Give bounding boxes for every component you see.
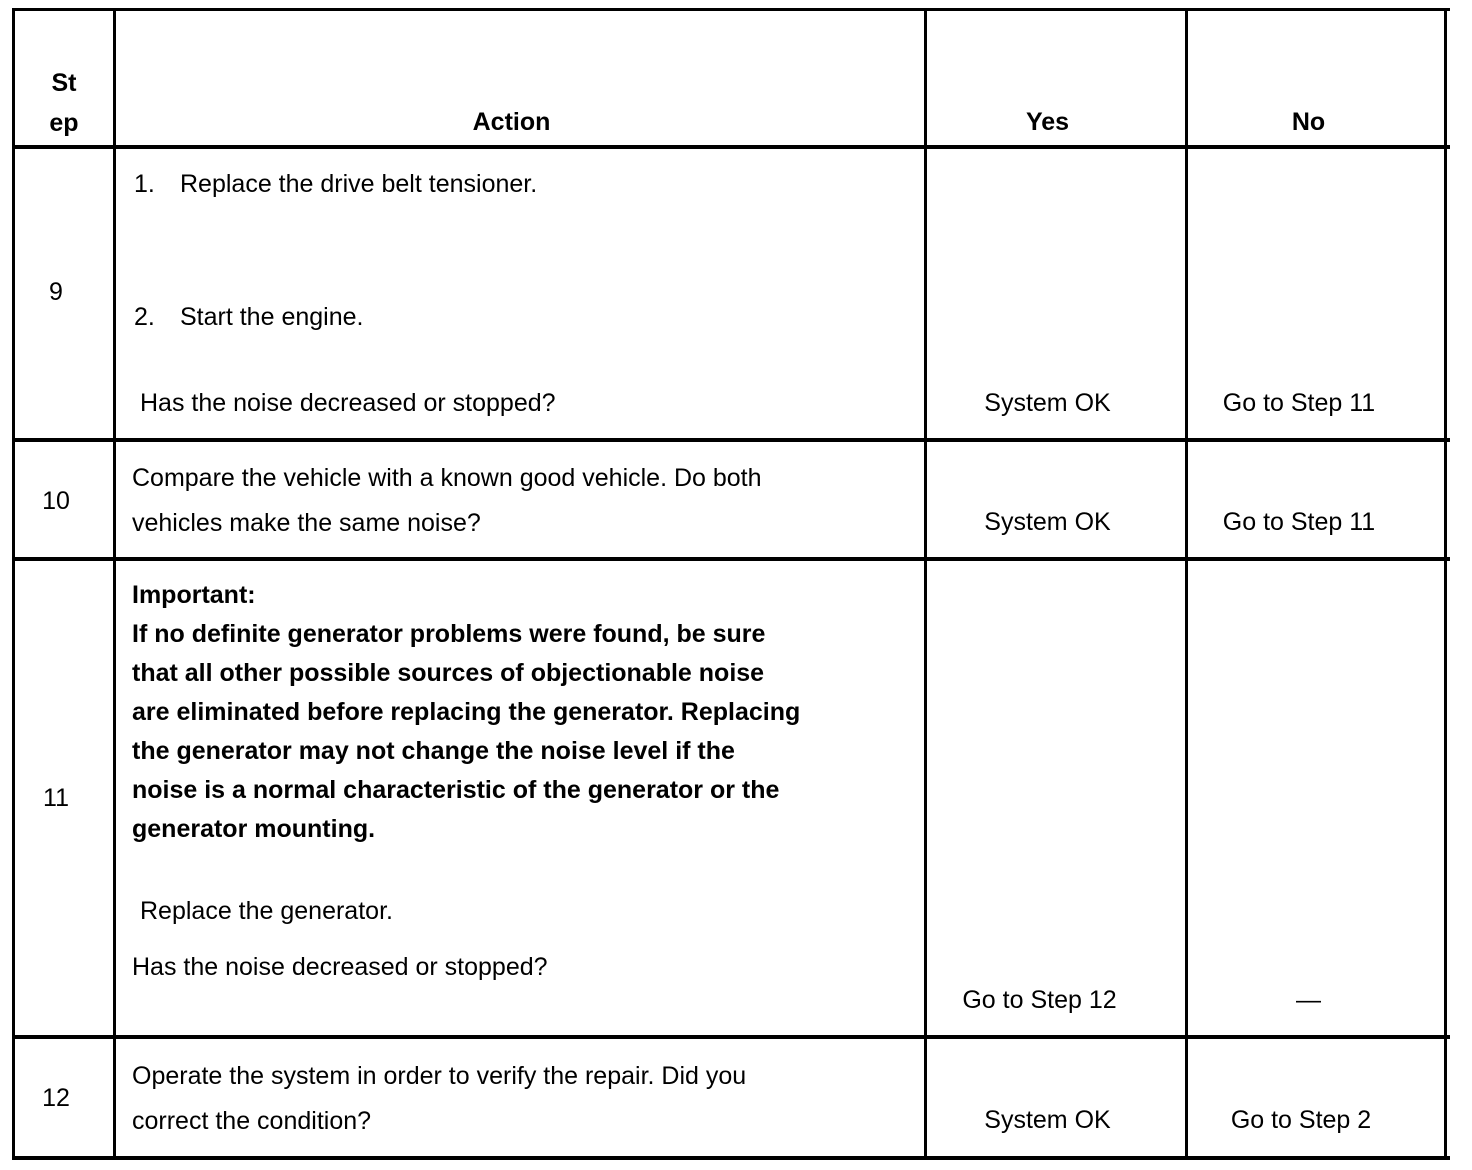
table-left-border bbox=[12, 8, 15, 1160]
list-item-text: Replace the drive belt tensioner. bbox=[180, 170, 538, 198]
important-note bbox=[132, 576, 800, 849]
important-line: noise is a normal characteristic of the generator or the bbox=[132, 776, 780, 804]
action-line: correct the condition? bbox=[132, 1107, 372, 1135]
table-right-border bbox=[1444, 8, 1447, 1160]
yes-result: System OK bbox=[984, 389, 1111, 417]
row-10-bottom-border bbox=[12, 557, 1450, 561]
action-line: vehicles make the same noise? bbox=[132, 509, 481, 537]
action-text bbox=[132, 456, 762, 546]
important-line: generator mounting. bbox=[132, 815, 376, 843]
header-bottom-border bbox=[12, 145, 1450, 149]
list-item-number: 2. bbox=[134, 303, 155, 331]
no-result: Go to Step 11 bbox=[1222, 508, 1376, 536]
header-step-line2: ep bbox=[49, 109, 79, 137]
no-result: — bbox=[1296, 986, 1321, 1014]
yes-result: System OK bbox=[984, 508, 1111, 536]
header-yes: Yes bbox=[1025, 108, 1070, 136]
list-item-number: 1. bbox=[134, 170, 155, 198]
header-step-line1: St bbox=[51, 69, 77, 97]
no-result: Go to Step 11 bbox=[1222, 389, 1376, 417]
action-line: Operate the system in order to verify the repair. Did you bbox=[132, 1062, 747, 1090]
step-number: 10 bbox=[42, 487, 70, 515]
important-line: If no definite generator problems were found, be sure bbox=[132, 620, 766, 648]
no-result: Go to Step 2 bbox=[1230, 1106, 1372, 1134]
header-no: No bbox=[1291, 108, 1326, 136]
step-number: 9 bbox=[49, 278, 63, 306]
step-column-divider bbox=[113, 8, 116, 1160]
question-text: Has the noise decreased or stopped? bbox=[140, 389, 556, 417]
step-number: 12 bbox=[42, 1084, 70, 1112]
step-number: 11 bbox=[43, 784, 69, 812]
important-line: the generator may not change the noise level if the bbox=[132, 737, 735, 765]
table-bottom-border bbox=[12, 1156, 1450, 1160]
important-line: that all other possible sources of objectionable noise bbox=[132, 659, 765, 687]
instruction-text: Replace the generator. bbox=[140, 897, 393, 925]
action-text bbox=[132, 1054, 746, 1144]
yes-result: Go to Step 12 bbox=[962, 986, 1117, 1014]
list-item-text: Start the engine. bbox=[180, 303, 364, 331]
header-action: Action bbox=[472, 108, 551, 136]
question-text: Has the noise decreased or stopped? bbox=[132, 953, 548, 981]
important-line: are eliminated before replacing the generator. Replacing bbox=[132, 698, 801, 726]
row-11-bottom-border bbox=[12, 1035, 1450, 1039]
table-top-border bbox=[12, 8, 1450, 11]
row-9-bottom-border bbox=[12, 438, 1450, 442]
yes-result: System OK bbox=[984, 1106, 1111, 1134]
important-label: Important: bbox=[132, 581, 256, 609]
action-line: Compare the vehicle with a known good vehicle. Do both bbox=[132, 464, 762, 492]
